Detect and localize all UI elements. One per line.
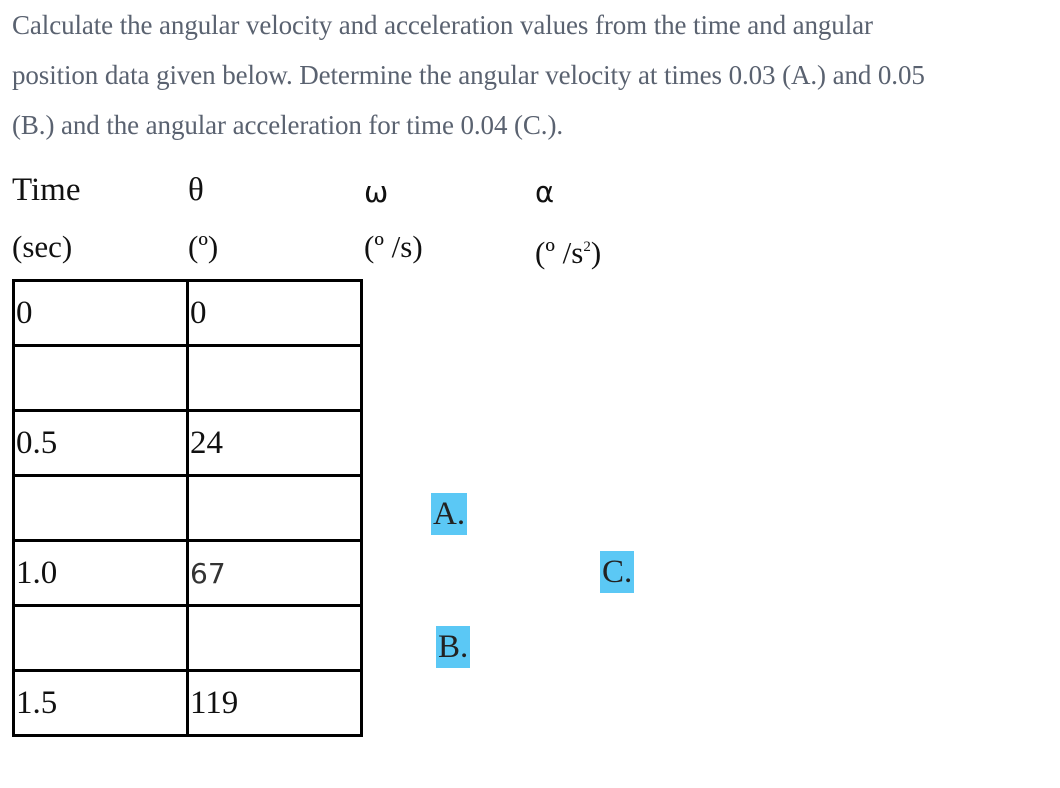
header-theta: θ bbox=[188, 172, 204, 208]
header-omega: ω bbox=[364, 175, 389, 209]
time-cell: 1.5 bbox=[14, 671, 188, 736]
unit-alpha bbox=[535, 227, 601, 273]
table-row bbox=[14, 281, 362, 346]
table-row bbox=[14, 606, 362, 671]
theta-cell bbox=[188, 476, 362, 541]
question-line: position data given below. Determine the angular velocity at times 0.03 (A.) and 0.05 bbox=[12, 60, 925, 90]
data-table bbox=[12, 279, 363, 737]
table-row bbox=[14, 541, 362, 606]
question-line: Calculate the angular velocity and acceleration values from the time and angular bbox=[12, 10, 873, 40]
time-cell: 0.5 bbox=[14, 411, 188, 476]
time-cell bbox=[14, 346, 188, 411]
unit-alpha-close: ) bbox=[590, 235, 602, 270]
theta-cell bbox=[188, 346, 362, 411]
theta-cell: 0 bbox=[188, 281, 362, 346]
unit-theta: (º) bbox=[188, 229, 219, 264]
time-cell: 1.0 bbox=[14, 541, 188, 606]
theta-cell bbox=[188, 606, 362, 671]
question-line: (B.) and the angular acceleration for time 0.04 (C.). bbox=[12, 110, 563, 140]
header-time: Time bbox=[12, 172, 81, 208]
question-text bbox=[12, 0, 1052, 150]
time-cell bbox=[14, 476, 188, 541]
table-row bbox=[14, 671, 362, 736]
time-cell: 0 bbox=[14, 281, 188, 346]
answer-box-b[interactable]: B. bbox=[436, 626, 470, 668]
table-row bbox=[14, 411, 362, 476]
table-row bbox=[14, 476, 362, 541]
theta-cell: 24 bbox=[188, 411, 362, 476]
unit-omega: (º /s) bbox=[364, 229, 423, 264]
answer-box-a[interactable]: A. bbox=[431, 493, 467, 535]
unit-time: (sec) bbox=[12, 229, 73, 264]
theta-cell: 119 bbox=[188, 671, 362, 736]
unit-alpha-exponent: 2 bbox=[583, 239, 591, 255]
unit-alpha-base: (º /s bbox=[535, 235, 584, 270]
time-cell bbox=[14, 606, 188, 671]
table-row bbox=[14, 346, 362, 411]
header-alpha: α bbox=[535, 175, 555, 209]
answer-box-c[interactable]: C. bbox=[600, 551, 634, 593]
theta-cell: 67 bbox=[188, 541, 362, 606]
